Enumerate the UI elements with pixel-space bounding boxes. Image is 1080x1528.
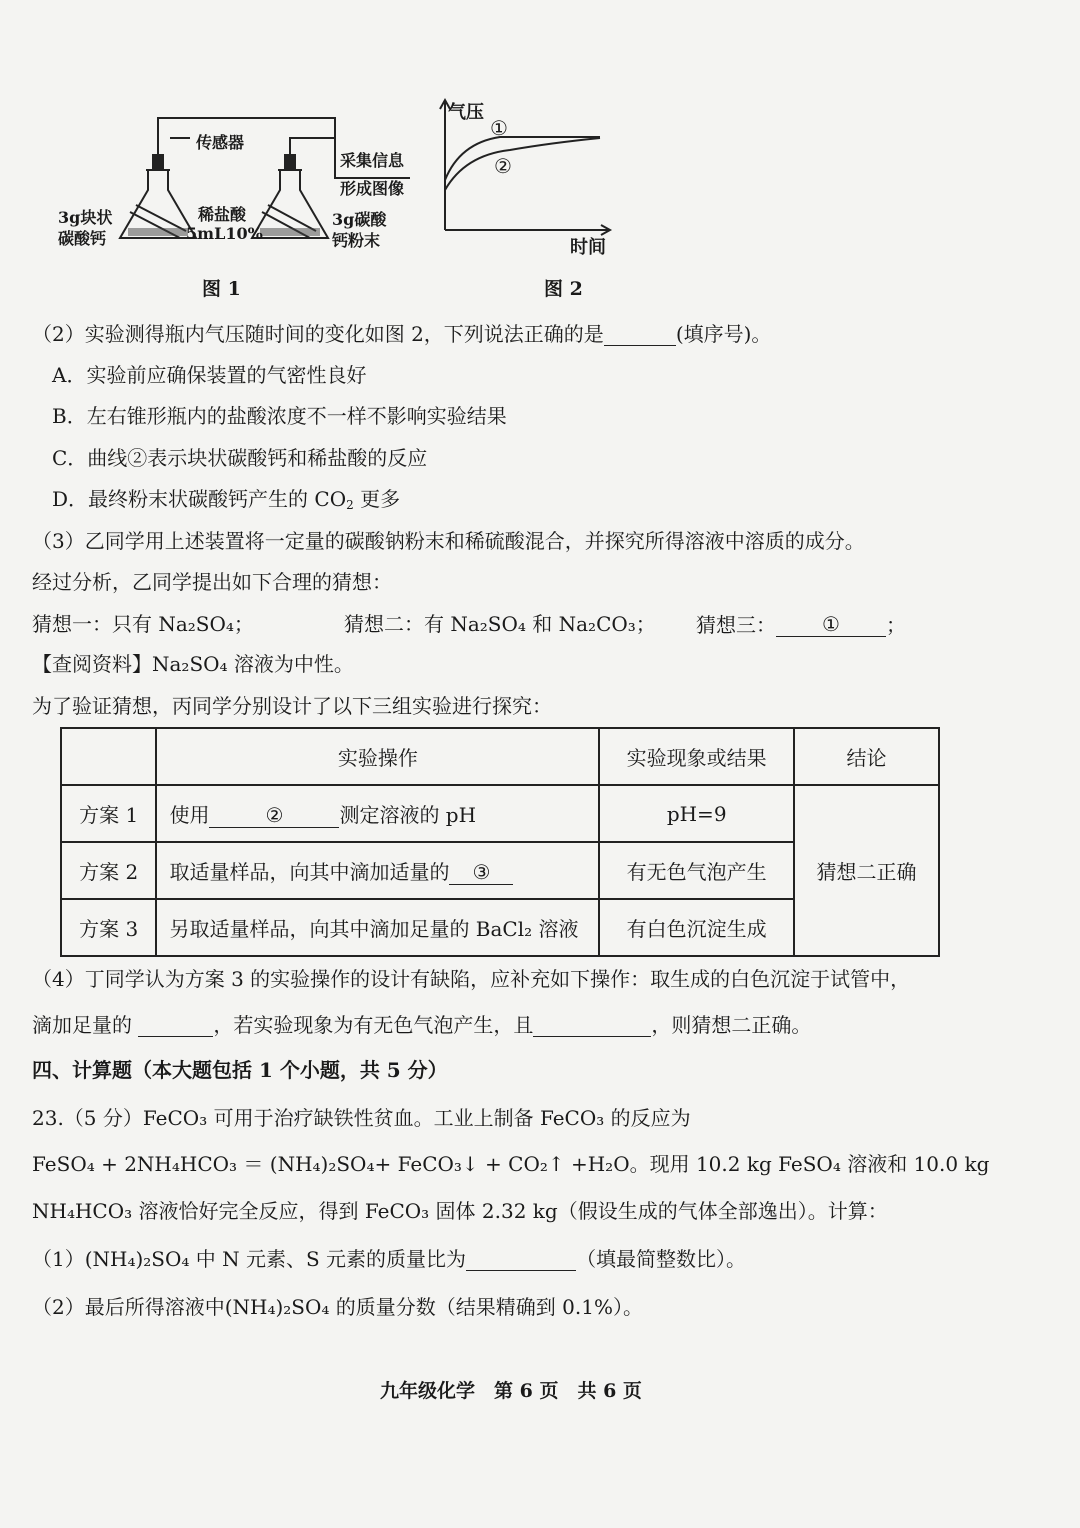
q23-line-1: 23.（5 分）FeCO₃ 可用于治疗缺铁性贫血。工业上制备 FeCO₃ 的反应为 [32, 1106, 691, 1130]
header-cell-operation: 实验操作 [156, 728, 599, 785]
acid-label-1: 稀盐酸 [198, 205, 247, 224]
sensor-label: 传感器 [196, 133, 245, 152]
curve-2-label: ② [494, 154, 512, 178]
guess-3-blank[interactable]: ① [776, 612, 886, 637]
figure-2-caption: 图 2 [544, 278, 583, 300]
left-solid-label-1: 3g块状 [58, 208, 113, 227]
q3-intro: （3）乙同学用上述装置将一定量的碳酸钠粉末和稀硫酸混合，并探究所得溶液中溶质的成分。 [32, 529, 865, 553]
design-intro: 为了验证猜想，丙同学分别设计了以下三组实验进行探究： [32, 694, 552, 718]
result-cell: pH=9 [599, 785, 794, 842]
operation-cell: 另取适量样品，向其中滴加足量的 BaCl₂ 溶液 [156, 899, 599, 956]
q2-option-c: C．曲线②表示块状碳酸钙和稀盐酸的反应 [52, 446, 428, 470]
table-header-row [61, 728, 939, 785]
blank-2[interactable]: ② [209, 803, 339, 828]
q2-answer-blank[interactable] [604, 325, 676, 346]
right-solid-label-2: 钙粉末 [332, 231, 381, 250]
q2-option-d: D．最终粉末状碳酸钙产生的 $CO_2$ 更多 [52, 487, 401, 512]
experiment-table [60, 727, 940, 957]
plan-cell: 方案 3 [61, 899, 156, 956]
q23-ratio-blank[interactable] [466, 1250, 576, 1271]
page-footer: 九年级化学 第 6 页 共 6 页 [380, 1380, 642, 1402]
q2-stem: （2）实验测得瓶内气压随时间的变化如图 2，下列说法正确的是 (填序号)。 [32, 322, 772, 346]
q4-line-2: 滴加足量的 ，若实验现象为有无色气泡产生，且 ，则猜想二正确。 [32, 1013, 812, 1037]
right-solid-label-1: 3g碳酸 [332, 210, 387, 229]
curve-1 [445, 137, 600, 180]
plan-cell: 方案 1 [61, 785, 156, 842]
table-row [61, 785, 939, 842]
q2-option-a: A．实验前应确保装置的气密性良好 [52, 363, 367, 387]
header-cell-result: 实验现象或结果 [599, 728, 794, 785]
collect-label-2: 形成图像 [340, 179, 405, 198]
q3-analysis: 经过分析，乙同学提出如下合理的猜想： [32, 570, 392, 594]
conclusion-cell: 猜想二正确 [794, 785, 939, 956]
result-cell: 有白色沉淀生成 [599, 899, 794, 956]
reference-note: 【查阅资料】Na₂SO₄ 溶液为中性。 [32, 652, 354, 676]
q2-option-b: B．左右锥形瓶内的盐酸浓度不一样不影响实验结果 [52, 404, 507, 428]
curve-1-label: ① [490, 116, 508, 140]
operation-cell: 取适量样品，向其中滴加适量的 ③ [156, 842, 599, 899]
collect-label-1: 采集信息 [340, 151, 405, 170]
q4-line-1: （4）丁同学认为方案 3 的实验操作的设计有缺陷，应补充如下操作：取生成的白色沉淀于试管中， [32, 967, 911, 991]
guess-2: 猜想二：有 Na₂SO₄ 和 Na₂CO₃； [344, 612, 656, 636]
acid-label-2: 5mL10% [186, 224, 263, 243]
q4-blank-reagent[interactable] [138, 1016, 213, 1037]
result-cell: 有无色气泡产生 [599, 842, 794, 899]
guess-3: 猜想三： ① ； [696, 612, 906, 637]
q23-line-2: FeSO₄ + 2NH₄HCO₃ ＝ (NH₄)₂SO₄+ FeCO₃↓ + CO₂↑ +H₂O。现用 10.2 kg FeSO₄ 溶液和 10.0 kg [32, 1152, 990, 1176]
q23-sub-1: （1）(NH₄)₂SO₄ 中 N 元素、S 元素的质量比为 （填最简整数比）。 [32, 1247, 747, 1271]
header-cell-conclusion: 结论 [794, 728, 939, 785]
section-4-title: 四、计算题（本大题包括 1 个小题，共 5 分） [32, 1058, 448, 1082]
plan-cell: 方案 2 [61, 842, 156, 899]
blank-3[interactable]: ③ [449, 860, 513, 885]
left-solid-label-2: 碳酸钙 [58, 229, 107, 248]
q4-blank-phenomenon[interactable] [533, 1016, 651, 1037]
x-axis-label: 时间 [570, 237, 606, 258]
q23-line-3: NH₄HCO₃ 溶液恰好完全反应，得到 FeCO₃ 固体 2.32 kg（假设生成的气体全部逸出）。计算： [32, 1199, 888, 1223]
operation-cell: 使用 ② 测定溶液的 pH [156, 785, 599, 842]
y-axis-label: 气压 [448, 102, 484, 123]
header-cell-empty [61, 728, 156, 785]
figure-1-caption: 图 1 [202, 278, 241, 300]
guess-1: 猜想一：只有 Na₂SO₄； [32, 612, 254, 636]
q23-sub-2: （2）最后所得溶液中(NH₄)₂SO₄ 的质量分数（结果精确到 0.1%）。 [32, 1295, 643, 1319]
curve-2 [445, 138, 600, 190]
